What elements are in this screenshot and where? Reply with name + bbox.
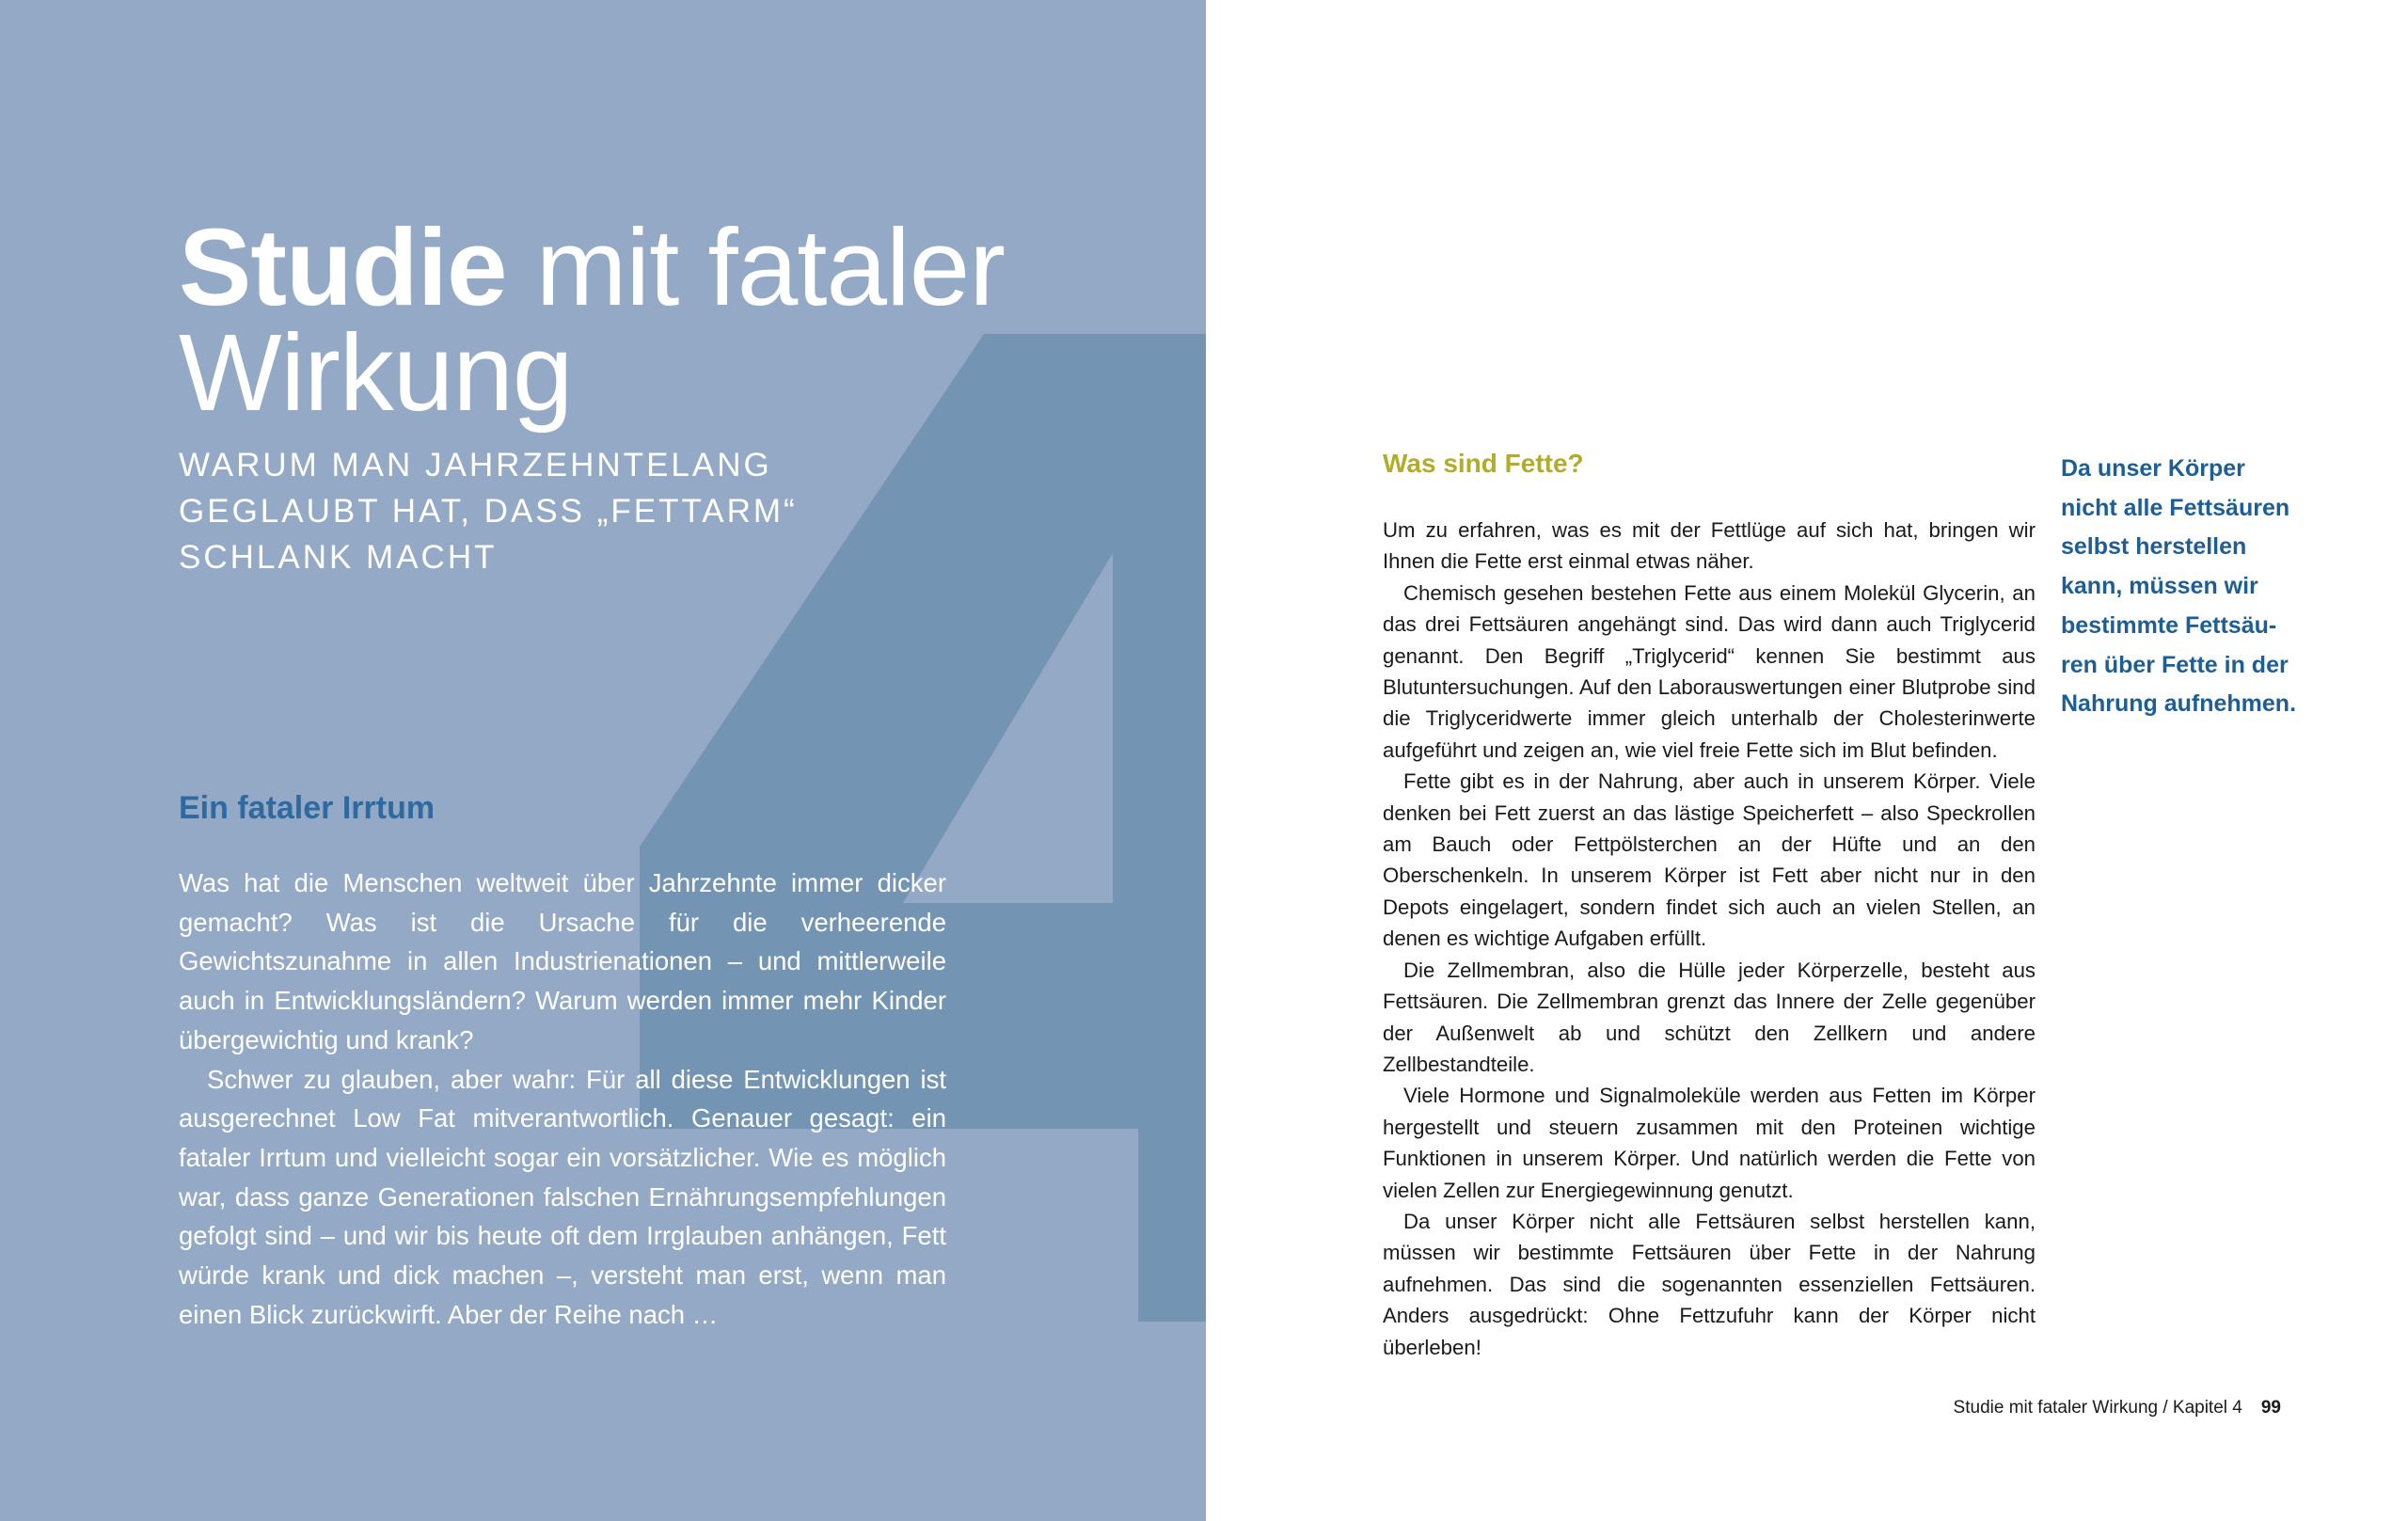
body-paragraph: Viele Hormone und Signalmoleküle werden aus Fetten im Körper hergestellt und steuern zusammen mit den Proteinen wichtige Funktionen in unserem Körper. Und natürlich werden die Fette von vielen Zellen zur Energiegewinnung genutzt. (1383, 1084, 2036, 1202)
right-body-text (1383, 515, 2036, 1363)
chapter-title (179, 206, 1005, 434)
subtitle-line: SCHLANK MACHT (179, 539, 498, 576)
subtitle-line: WARUM MAN JAHRZEHNTELANG (179, 447, 772, 483)
quote-line: Nahrung aufnehmen. (2061, 690, 2297, 718)
body-paragraph: Um zu erfahren, was es mit der Fettlüge auf sich hat, bringen wir Ihnen die Fette erst einmal etwas näher. (1383, 518, 2036, 574)
chapter-title-line2: Wirkung (179, 311, 573, 434)
subtitle-line: GEGLAUBT HAT, DASS „FETTARM“ (179, 493, 798, 530)
body-paragraph: Chemisch gesehen bestehen Fette aus einem Molekül Glycerin, an das drei Fettsäuren angehängt sind. Das wird dann auch Triglycerid genannt. Den Begriff „Triglycerid“ kennen Sie bestimmt aus Blutuntersuchungen. Auf den Laborauswertungen einer Blutprobe sind die Triglyceridwerte immer gleich unterhalb der Cholesterinwerte aufgeführt und zeigen an, wie viel freie Fette sich im Blut befinden. (1383, 580, 2036, 762)
page-footer (1928, 1398, 2281, 1418)
quote-line: nicht alle Fettsäuren (2061, 494, 2290, 521)
body-paragraph: Die Zellmembran, also die Hülle jeder Körperzelle, besteht aus Fettsäuren. Die Zellmembran grenzt das Innere der Zelle gegenüber der Außenwelt ab und schützt den Zellkern und andere Zellbestandteile. (1383, 958, 2036, 1076)
sidebar-quote (2061, 450, 2324, 724)
chapter-title-bold: Studie (179, 206, 507, 328)
quote-line: bestimmte Fettsäu- (2061, 611, 2277, 639)
body-paragraph: Schwer zu glauben, aber wahr: Für all diese Entwicklungen ist ausgerechnet Low Fat mitverantwortlich. Genauer gesagt: ein fataler Irrtum und vielleicht sogar ein vorsätzlicher. Wie es möglich war, dass ganze Generationen falschen Ernährungsempfehlungen gefolgt sind – und wir bis heute oft dem Irrglauben anhängen, Fett würde krank und dick machen –, versteht man erst, wenn man einen Blick zurückwirft. Aber der Reihe nach … (179, 1064, 946, 1329)
body-paragraph: Fette gibt es in der Nahrung, aber auch in unserem Körper. Viele denken bei Fett zuerst an das lästige Speicherfett – also Speckrollen am Bauch oder Fettpölsterchen an der Hüfte und an den Oberschenkeln. In unserem Körper ist Fett aber nicht nur in den Depots eingelagert, sondern findet sich auch an vielen Stellen, an denen es wichtige Aufgaben erfüllt. (1383, 769, 2036, 951)
chapter-title-regular: mit fataler (506, 206, 1005, 328)
chapter-subtitle (179, 442, 798, 580)
section-heading-irrtum: Ein fataler Irrtum (179, 790, 436, 826)
body-paragraph: Was hat die Menschen weltweit über Jahrzehnte immer dicker gemacht? Was ist die Ursache für die verheerende Gewichtszunahme in allen Industrienationen – und mittlerweile auch in Entwicklungsländern? Warum werden immer mehr Kinder übergewichtig und krank? (179, 868, 946, 1054)
quote-line: selbst herstellen (2061, 533, 2247, 561)
quote-line: kann, müssen wir (2061, 573, 2258, 600)
running-title: Studie mit fataler Wirkung / Kapitel 4 (1953, 1398, 2242, 1418)
quote-line: Da unser Körper (2061, 455, 2245, 482)
left-body-text (179, 863, 946, 1334)
body-paragraph: Da unser Körper nicht alle Fettsäuren selbst herstellen kann, müssen wir bestimmte Fettsäuren über Fette in der Nahrung aufnehmen. Das sind die sogenannten essenziellen Fettsäuren. Anders ausgedrückt: Ohne Fettzufuhr kann der Körper nicht überleben! (1383, 1209, 2036, 1359)
quote-line: ren über Fette in der (2061, 651, 2289, 678)
section-heading-fette: Was sind Fette? (1383, 449, 1584, 478)
page-number: 99 (2260, 1398, 2281, 1418)
